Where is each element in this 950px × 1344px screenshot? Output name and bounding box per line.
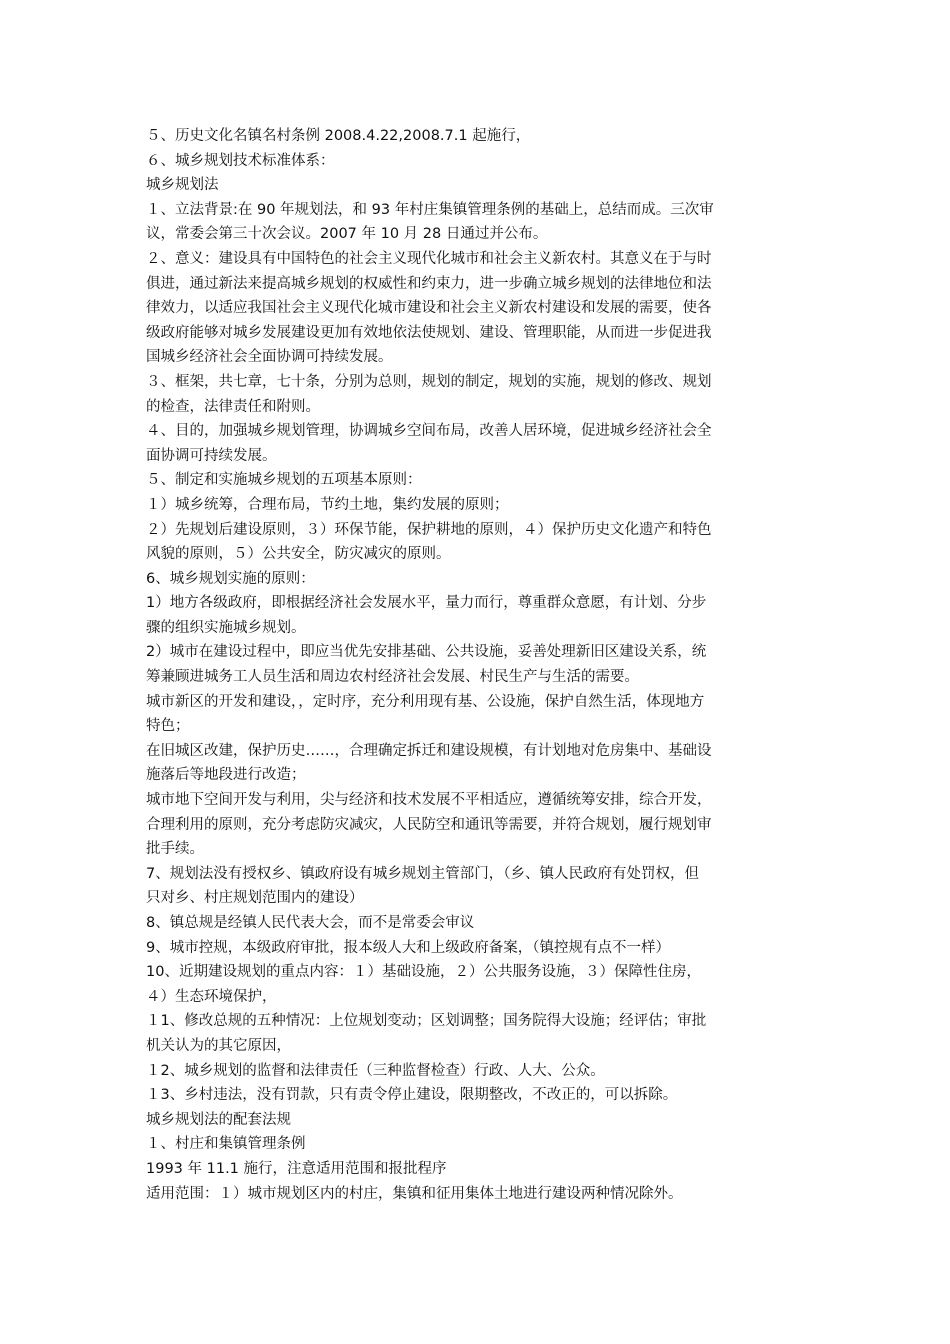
text-line: １、村庄和集镇管理条例 <box>146 1136 306 1153</box>
text-line: 批手续。 <box>146 841 204 858</box>
text-line: 级政府能够对城乡发展建设更加有效地依法使规划、建设、管理职能，从而进一步促进我 <box>146 324 712 341</box>
section-heading: 城乡规划法 <box>146 177 219 194</box>
text-line: 面协调可持续发展。 <box>146 447 277 464</box>
text-line: ４、目的，加强城乡规划管理，协调城乡空间布局，改善人居环境，促进城乡经济社会全 <box>146 423 712 440</box>
text-line: 适用范围：１）城市规划区内的村庄，集镇和征用集体土地进行建设两种情况除外。 <box>146 1185 683 1202</box>
text-line: ２、意义：建设具有中国特色的社会主义现代化城市和社会主义新农村。其意义在于与时 <box>146 250 712 267</box>
text-line: 6、城乡规划实施的原则： <box>146 570 315 587</box>
text-line: １3、乡村违法，没有罚款，只有责令停止建设，限期整改，不改正的，可以拆除。 <box>146 1087 678 1104</box>
text-line: 风貌的原则，５）公共安全，防灾减灾的原则。 <box>146 546 451 563</box>
text-line: 骤的组织实施城乡规划。 <box>146 619 306 636</box>
text-line: ４）生态环境保护， <box>146 988 277 1005</box>
text-line: 在旧城区改建，保护历史……，合理确定拆迁和建设规模，有计划地对危房集中、基础设 <box>146 742 712 759</box>
text-line: 1993 年 11.1 施行，注意适用范围和报批程序 <box>146 1160 447 1177</box>
text-line: 机关认为的其它原因， <box>146 1037 291 1054</box>
section-heading: 城乡规划法的配套法规 <box>146 1111 291 1128</box>
text-line: 的检查，法律责任和附则。 <box>146 398 320 415</box>
text-line: 2）城市在建设过程中，即应当优先安排基础、公共设施，妥善处理新旧区建设关系，统 <box>146 644 707 661</box>
text-line: ５、历史文化名镇名村条例 2008.4.22,2008.7.1 起施行， <box>146 128 531 144</box>
document-page <box>146 124 810 1206</box>
text-line: １1、修改总规的五种情况：上位规划变动；区划调整；国务院得大设施；经评估；审批 <box>146 1013 707 1030</box>
text-line: ３、框架，共七章，七十条，分别为总则，规划的制定，规划的实施，规划的修改、规划 <box>146 373 712 390</box>
text-line: 施落后等地段进行改造； <box>146 767 306 784</box>
text-line: 1）地方各级政府，即根据经济社会发展水平，量力而行，尊重群众意愿，有计划、分步 <box>146 595 707 612</box>
text-line: 8、镇总规是经镇人民代表大会，而不是常委会审议 <box>146 915 475 931</box>
text-line: 国城乡经济社会全面协调可持续发展。 <box>146 349 393 366</box>
text-line: 律效力，以适应我国社会主义现代化城市建设和社会主义新农村建设和发展的需要，使各 <box>146 300 712 317</box>
text-line: 城市地下空间开发与利用，尖与经济和技术发展不平相适应，遵循统筹安排，综合开发， <box>146 792 712 809</box>
text-line: 特色； <box>146 718 190 735</box>
text-line: ５、制定和实施城乡规划的五项基本原则： <box>146 472 422 489</box>
text-line: 7、规划法没有授权乡、镇政府设有城乡规划主管部门，（乡、镇人民政府有处罚权，但 <box>146 865 699 882</box>
text-line: 只对乡、村庄规划范围内的建设） <box>146 890 364 907</box>
text-line: 10、近期建设规划的重点内容：１）基础设施，２）公共服务设施，３）保障性住房， <box>146 964 701 981</box>
text-line: 筹兼顾进城务工人员生活和周边农村经济社会发展、村民生产与生活的需要。 <box>146 669 639 686</box>
text-line: １2、城乡规划的监督和法律责任（三种监督检查）行政、人大、公众。 <box>146 1062 605 1079</box>
text-line: 城市新区的开发和建设，，定时序，充分利用现有基、公设施，保护自然生活，体现地方 <box>146 693 705 710</box>
text-line: ６、城乡规划技术标准体系： <box>146 152 335 169</box>
text-line: 议，常委会第三十次会议。2007 年 10 月 28 日通过并公布。 <box>146 226 548 243</box>
text-line: １）城乡统筹，合理布局，节约土地，集约发展的原则； <box>146 496 509 513</box>
text-line: 合理利用的原则，充分考虑防灾减灾，人民防空和通讯等需要，并符合规划，履行规划审 <box>146 816 712 833</box>
text-line: 9、城市控规，本级政府审批，报本级人大和上级政府备案，（镇控规有点不一样） <box>146 939 670 956</box>
text-line: １、立法背景:在 90 年规划法，和 93 年村庄集镇管理条例的基础上，总结而成。三次审 <box>146 201 714 218</box>
text-line: 俱进，通过新法来提高城乡规划的权威性和约束力，进一步确立城乡规划的法律地位和法 <box>146 275 712 292</box>
text-line: ２）先规划后建设原则，３）环保节能，保护耕地的原则，４）保护历史文化遗产和特色 <box>146 521 712 538</box>
